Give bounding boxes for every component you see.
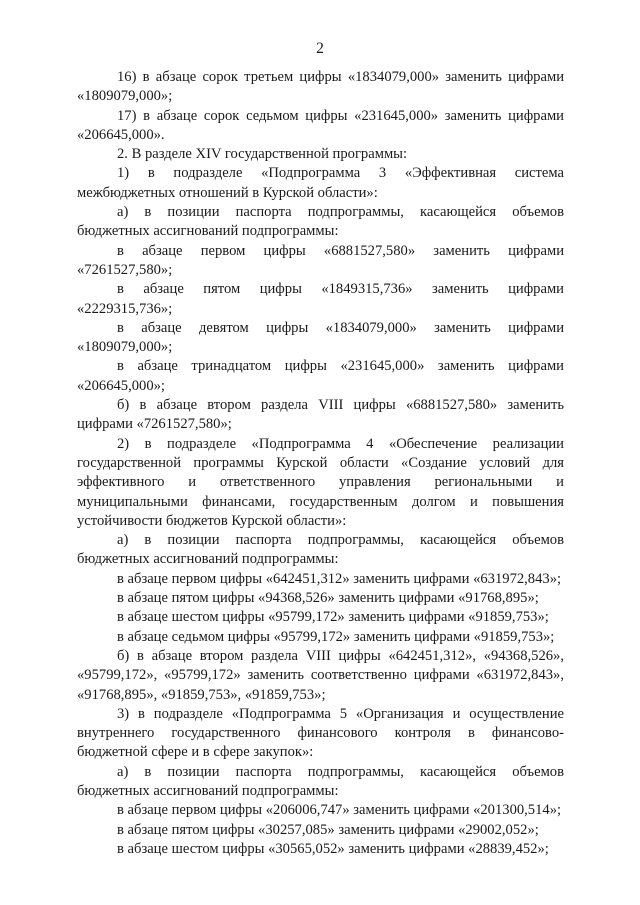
paragraph: в абзаце шестом цифры «95799,172» заменить цифрами «91859,753»; — [117, 609, 549, 626]
paragraph: б) в абзаце втором раздела VIII цифры «642451,312», «94368,526», «95799,172», «95799,172» заменить соответственно цифрами «631972,843», «91768,895», «91859,753», «91859,753»; — [77, 647, 564, 703]
page-number: 2 — [316, 40, 324, 57]
paragraph: в абзаце пятом цифры «1849315,736» заменить цифрами «2229315,736»; — [77, 281, 564, 317]
document-body — [77, 68, 564, 859]
paragraph: 17) в абзаце сорок седьмом цифры «231645,000» заменить цифрами «206645,000». — [77, 107, 564, 143]
paragraph: 16) в абзаце сорок третьем цифры «1834079,000» заменить цифрами «1809079,000»; — [77, 69, 564, 105]
paragraph: а) в позиции паспорта подпрограммы, касающейся объемов бюджетных ассигнований подпрограммы: — [77, 204, 564, 240]
paragraph: в абзаце девятом цифры «1834079,000» заменить цифрами «1809079,000»; — [77, 319, 564, 356]
paragraph: 2) в подразделе «Подпрограмма 4 «Обеспечение реализации государственной программы Курской области «Создание условий для эффективного и ответственного управления региональными и муниципальными финансами, государственным долгом и повышения устойчивости бюджетов Курской области»: — [77, 435, 564, 529]
paragraph: в абзаце первом цифры «642451,312» заменить цифрами «631972,843»; — [117, 570, 562, 587]
paragraph: в абзаце седьмом цифры «95799,172» заменить цифрами «91859,753»; — [117, 628, 555, 645]
paragraph: в абзаце первом цифры «6881527,580» заменить цифрами «7261527,580»; — [77, 242, 564, 278]
paragraph: в абзаце первом цифры «206006,747» заменить цифрами «201300,514»; — [117, 802, 562, 819]
paragraph: 2. В разделе XIV государственной программы: — [117, 146, 408, 163]
paragraph: 3) в подразделе «Подпрограмма 5 «Организация и осуществление внутреннего государственного финансового контроля в финансово-бюджетной сфере и в сфере закупок»: — [77, 705, 564, 761]
paragraph: в абзаце тринадцатом цифры «231645,000» заменить цифрами «206645,000»; — [77, 358, 564, 394]
paragraph: в абзаце пятом цифры «30257,085» заменить цифрами «29002,052»; — [117, 821, 539, 838]
paragraph: в абзаце шестом цифры «30565,052» заменить цифрами «28839,452»; — [117, 840, 549, 857]
paragraph: а) в позиции паспорта подпрограммы, касающейся объемов бюджетных ассигнований подпрограммы: — [77, 763, 564, 799]
paragraph: 1) в подразделе «Подпрограмма 3 «Эффективная система межбюджетных отношений в Курской области»: — [77, 165, 564, 201]
paragraph: б) в абзаце втором раздела VIII цифры «6881527,580» заменить цифрами «7261527,580»; — [77, 397, 564, 433]
paragraph: в абзаце пятом цифры «94368,526» заменить цифрами «91768,895»; — [117, 590, 539, 607]
paragraph: а) в позиции паспорта подпрограммы, касающейся объемов бюджетных ассигнований подпрограммы: — [77, 532, 564, 568]
